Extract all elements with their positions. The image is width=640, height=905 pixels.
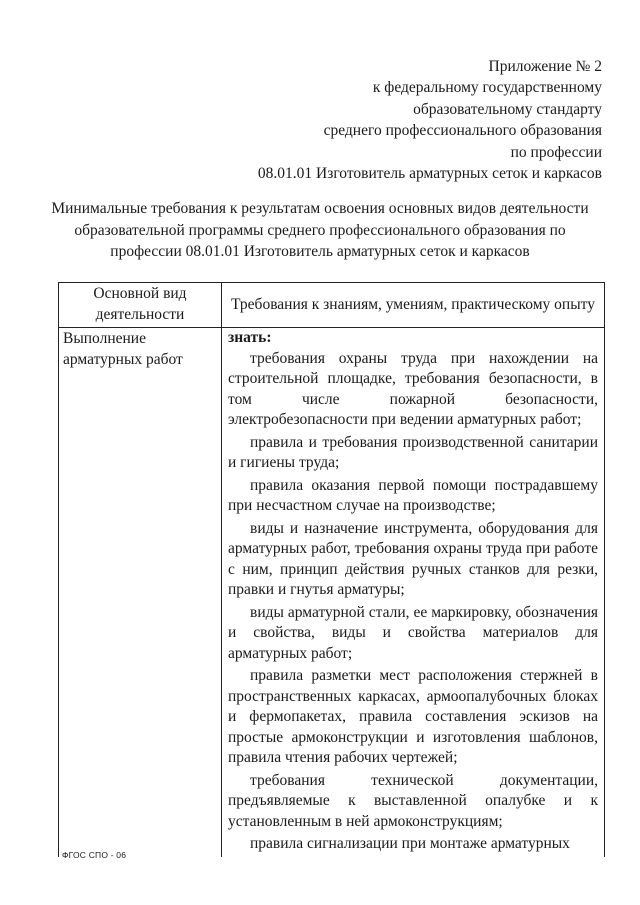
requirements-cell: [222, 328, 605, 857]
document-title: [40, 198, 600, 263]
requirement-item: требования технической документации, предъявляемые к выставленной опалубке и к установленным в ней армоконструкциям;: [228, 771, 598, 830]
requirements-table: [58, 282, 605, 857]
appendix-line: к федеральному государственному: [372, 79, 602, 97]
activity-cell: Выполнение арматурных работ: [59, 328, 222, 857]
requirement-item: виды арматурной стали, ее маркировку, обозначения и свойства, виды и свойства материалов для арматурных работ;: [228, 603, 598, 662]
requirement-item: правила разметки мест расположения стержней в пространственных каркасах, армоопалубочных блоках и фермопакетах, правила составления эскизов на простые армоконструкции и изготовления шаблонов, правила чтения рабочих чертежей;: [228, 667, 598, 766]
header-requirements: Требования к знаниям, умениям, практическому опыту: [222, 283, 605, 328]
title-line: образовательной программы среднего профессионального образования по: [74, 221, 566, 239]
appendix-number: Приложение № 2: [488, 58, 602, 75]
header-activity: Основной вид деятельности: [59, 283, 222, 328]
appendix-header: [258, 56, 602, 184]
requirement-item: виды и назначение инструмента, оборудования для арматурных работ, требования охраны труда при работе с ним, принцип действия ручных станков для резки, правки и гнутья арматуры;: [228, 519, 598, 598]
requirement-item: требования охраны труда при нахождении на строительной площадке, требования безопасности, в том числе пожарной безопасности, электробезопасности при ведении арматурных работ;: [228, 349, 598, 428]
appendix-line: среднего профессионального образования: [323, 122, 602, 140]
appendix-profession: 08.01.01 Изготовитель арматурных сеток и каркасов: [257, 165, 602, 183]
title-line: профессии 08.01.01 Изготовитель арматурных сеток и каркасов: [110, 243, 530, 260]
title-line: Минимальные требования к результатам освоения основных видов деятельности: [51, 200, 589, 217]
know-label: знать:: [228, 329, 272, 346]
table-header-row: [59, 283, 605, 328]
requirement-item: правила и требования производственной санитарии и гигиены труда;: [228, 433, 598, 471]
appendix-line: по профессии: [510, 143, 602, 161]
table-row: [59, 328, 605, 857]
requirement-item: правила сигнализации при монтаже арматурных: [250, 835, 570, 852]
appendix-line: образовательному стандарту: [413, 100, 602, 118]
requirement-item: правила оказания первой помощи пострадавшему при несчастном случае на производстве;: [228, 476, 598, 514]
footer-code: ФГОС СПО - 06: [62, 850, 127, 860]
